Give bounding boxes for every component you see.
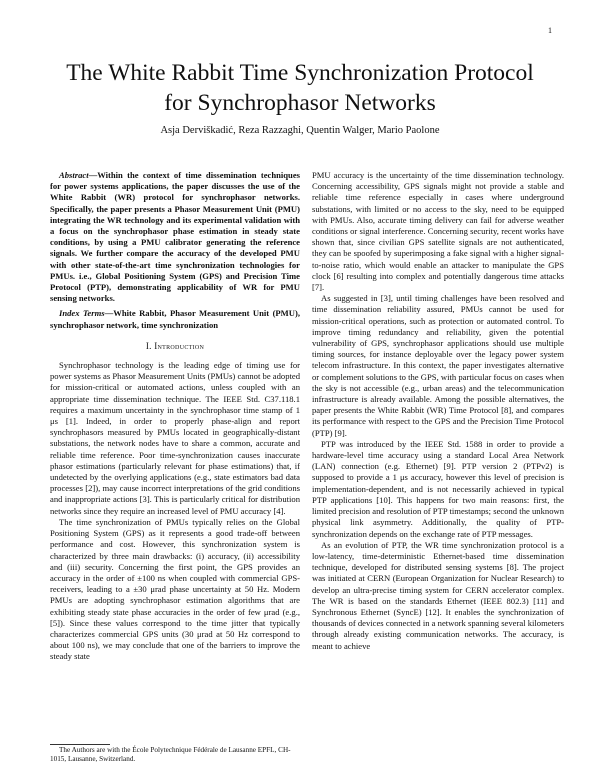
body-paragraph: The time synchronization of PMUs typically relies on the Global Positioning System (GPS) as it represents a good trade-off between performance and cost. However, this synchronization system is characterized by three main drawbacks: (i) accuracy, (ii) accessibility and (iii) security. Concerning the first point, the GPS provides an accuracy in the order of ±100 ns when coupled with commercial GPS-receivers, leading to a ±30 μrad phase uncertainty at 50 Hz. Modern PMUs are adopting synchrophasor estimation algorithms that are exhibiting steady state phase accuracies in the order of few μrad (e.g., [5]). Since these values correspond to the time jitter that typically characterizes commercial GPS units (30 μrad at 50 Hz correspond to about 100 ns), we may conclude that one of the barriers to improve the steady state (50, 516, 300, 662)
abstract-lead: Abstract (59, 170, 89, 180)
body-paragraph: Synchrophasor technology is the leading edge of timing use for power systems as Phasor Measurement Units (PMUs) cannot be adopted for mission-critical or automated actions, unless coupled with an appropriate time dissemination technique. The IEEE Std. C37.118.1 requires a maximum uncertainty in the synchrophasor time stamp of 1 μs [1]. Indeed, in order to properly phase-align and report synchrophasors measured by PMUs located in geographically-distant substations, the network nodes have to share a common, accurate and reliable time reference. Poor time-synchronization causes inaccurate phasor estimations (particularly relevant for phase estimations) that, if undetected by the overlying applications (e.g., state estimators bad data processes [2]), may cause incorrect interpretations of the grid conditions and inappropriate actions [3]. This is particularly critical for distribution networks since they require an increased level of PMU accuracy [4]. (50, 360, 300, 516)
paper-title (40, 58, 560, 118)
index-terms-text: —White Rabbit, Phasor Measurement Unit (PMU), synchrophasor network, time synchronization (50, 308, 301, 330)
abstract (50, 170, 300, 304)
footnote-divider (50, 744, 110, 745)
affiliation-footnote: The Authors are with the École Polytechnique Fédérale de Lausanne EPFL, CH-1015, Lausanne, Switzerland. (50, 746, 291, 763)
body-paragraph: As suggested in [3], until timing challenges have been resolved and time dissemination reliability assured, PMUs cannot be used for mission-critical operations, such as protection or automated control. To improve timing redundancy and reliability, given the potential vulnerability of GPS, synchrophasor applications should use multiple timing sources, for instance deployable over the legacy power system telecom infrastructure. In this context, the paper investigates alternative or complement solutions to the GPS, with particular focus on cases when the sky is not accessible (e.g., urban areas) and the telecommunication infrastructure is already available. Among the possible alternatives, the paper presents the White Rabbit (WR) Time Protocol [8], and compares its performance with respect to the GPS and the Precision Time Protocol (PTP) [9]. (312, 293, 564, 438)
page-number: 1 (548, 26, 552, 35)
right-column (312, 170, 564, 652)
left-column (50, 170, 300, 663)
title-line-2: for Synchrophasor Networks (164, 90, 436, 116)
body-paragraph: PTP was introduced by the IEEE Std. 1588 in order to provide a hardware-level time accuracy using a standard Local Area Network (LAN) connection (e.g. Ethernet) [9]. PTP version 2 (PTPv2) is supposed to provide a 1 μs accuracy, however this level of precision is implementation-dependent, and is not necessarily achieved in typical PTP applications [10]. This happens for two main reasons: first, the limited precision and resolution of PTP timestamps; second the unknown physical link asymmetry. Additionally, the quality of PTP-synchronization depends on the exchange rate of PTP messages. (312, 438, 564, 539)
index-terms (50, 308, 300, 330)
body-paragraph: PMU accuracy is the uncertainty of the time dissemination technology. Concerning accessibility, GPS signals might not provide a stable and reliable time reference especially in cases where underground substations, with limited or no access to the sky, need to be equipped with PMUs. Also, accurate timing delivery can fail for adverse weather conditions or signal interference. Concerning security, recent works have shown that, since civilian GPS satellite signals are not authenticated, they can be spoofed by superimposing a fake signal with a higher signal-to-noise ratio, which would enable an attacker to manipulate the GPS clock [6] resulting into complex and potentially dangerous time attacks [7]. (312, 170, 564, 293)
index-terms-lead: Index Terms (59, 308, 105, 319)
section-heading: I. Introduction (145, 340, 205, 351)
author-list: Asja Derviškadić, Reza Razzaghi, Quentin Walger, Mario Paolone (160, 125, 440, 136)
title-line-1: The White Rabbit Time Synchronization Protocol (66, 60, 534, 86)
abstract-text: —Within the context of time dissemination techniques for power systems applications, the paper discusses the use of the White Rabbit (WR) protocol for synchrophasor networks. Specifically, the paper presents a Phasor Measurement Unit (PMU) integrating the WR technology and its experimental validation with a focus on the synchrophasor phase estimation in steady state conditions, by using a PMU calibrator generating the reference signals. We further compare the accuracy of the developed PMU with other state-of-the-art time synchronization technologies for PMUs. i.e., Global Positioning System (GPS) and Precision Time Protocol (PTP), demonstrating applicability of WR for PMU sensing networks. (50, 170, 300, 304)
body-paragraph: As an evolution of PTP, the WR time synchronization protocol is a low-latency, time-deterministic Ethernet-based time dissemination technique, developed for distributed sensing systems [8]. The project was initiated at CERN (European Organization for Nuclear Research) to develop an ultra-precise timing system for CERN accelerator complex. The WR is based on the standards Ethernet (IEEE 802.3) [11] and Synchronous Ethernet (SyncE) [12]. It enables the synchronization of thousands of devices connected in a network spanning several kilometers through already existing communication networks. The accuracy, is meant to achieve (312, 539, 564, 651)
